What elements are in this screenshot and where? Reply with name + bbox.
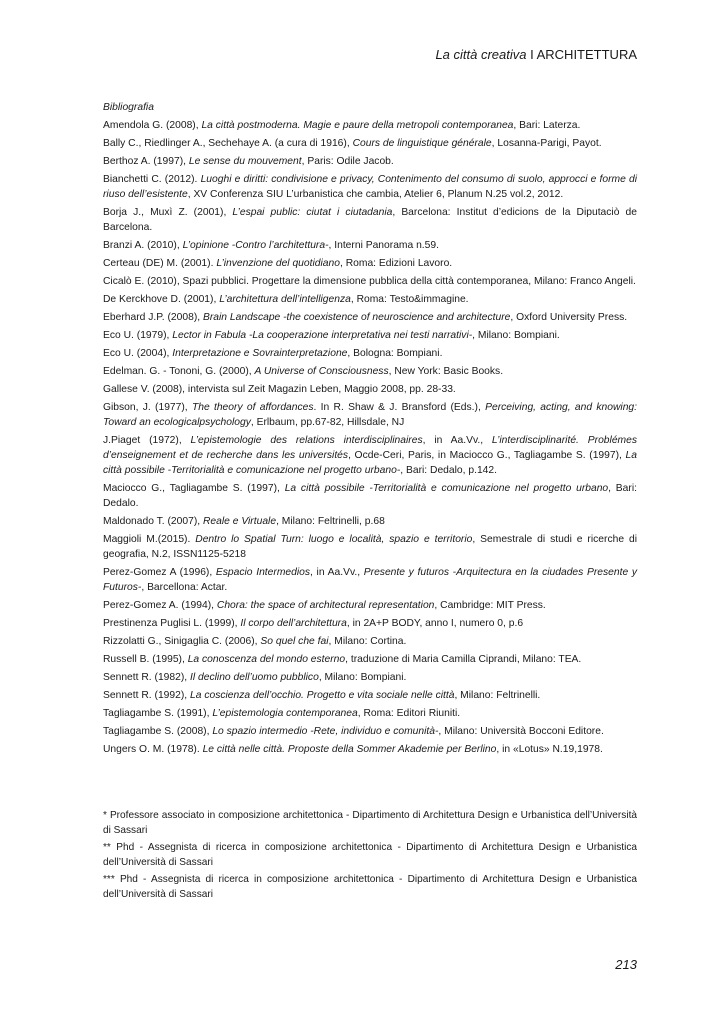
bibliography-entry (103, 532, 637, 562)
note-3: *** Phd - Assegnista di ricerca in composizione architettonica - Dipartimento di Architettura Design e Urbanistica dell’Università di Sassari (103, 874, 637, 900)
note-2: ** Phd - Assegnista di ricerca in composizione architettonica - Dipartimento di Architettura Design e Urbanistica dell’Università di Sassari (103, 842, 637, 868)
entry-text: Amendola G. (2008), (103, 120, 202, 131)
bibliography-entry (103, 652, 637, 667)
bibliography-entry (103, 670, 637, 685)
bibliography-entry (103, 400, 637, 430)
entry-text: , Interni Panorama n.59. (328, 240, 439, 251)
bibliography-entry (103, 688, 637, 703)
entry-text: Rizzolatti G., Sinigaglia C. (2006), (103, 636, 261, 647)
entry-title: The theory of affordances (191, 402, 314, 413)
bibliography-entry (103, 598, 637, 613)
entry-text: Bianchetti C. (2012). (103, 174, 201, 185)
entry-title: Interpretazione e Sovrainterpretazione (172, 348, 348, 359)
entry-text: Edelman. G. - Tononi, G. (2000), (103, 366, 255, 377)
entry-text: Sennett R. (1982), (103, 672, 191, 683)
entry-text: Maciocco G., Tagliagambe S. (1997), (103, 483, 285, 494)
bibliography-entry (103, 238, 637, 253)
bibliography-entry (103, 481, 637, 511)
entry-title: L’interdisciplinarité. Problémes d’enseignement et de recherche dans les universités (103, 435, 637, 461)
entry-title: Dentro lo Spatial Turn: luogo e località, spazio e territorio (195, 534, 473, 545)
entry-text: , in Aa.Vv., (310, 567, 364, 578)
entry-text: , Roma: Editori Riuniti. (357, 708, 461, 719)
entry-text: , Cambridge: MIT Press. (434, 600, 546, 611)
entry-title: La coscienza dell’occhio. Progetto e vita sociale nelle città (190, 690, 455, 701)
entry-title: L’invenzione del quotidiano (216, 258, 340, 269)
entry-text: , Milano: Università Bocconi Editore. (438, 726, 604, 737)
bibliography-entry (103, 514, 637, 529)
entry-text: , Bologna: Bompiani. (347, 348, 443, 359)
page-number: 213 (615, 957, 637, 972)
bibliography-entry (103, 118, 637, 133)
entry-text: Eco U. (1979), (103, 330, 173, 341)
entry-text: Branzi A. (2010), (103, 240, 183, 251)
entry-title: La città possibile -Territorialità e comunicazione nel progetto urbano- (103, 450, 638, 476)
entry-text: Perez-Gomez A (1996), (103, 567, 216, 578)
entry-text: . In R. Shaw & J. Bransford (Eds.), (313, 402, 486, 413)
entry-text: , XV Conferenza SIU L’urbanistica che cambia, Atelier 6, Planum N.25 vol.2, 2012. (187, 189, 564, 200)
bibliography-entry (103, 256, 637, 271)
bibliography-entry (103, 310, 637, 325)
entry-text: Certeau (DE) M. (2001). (103, 258, 217, 269)
bibliography-entry (103, 274, 637, 289)
bibliography-list (103, 118, 637, 757)
header-title: La città creativa (435, 47, 527, 62)
running-header (435, 47, 637, 62)
entry-text: , Milano: Feltrinelli. (454, 690, 541, 701)
bibliography-entry (103, 706, 637, 721)
entry-title: L’epistemologia contemporanea (212, 708, 358, 719)
entry-title: Il corpo dell’architettura (240, 618, 347, 629)
entry-text: , Bari: Dedalo, p.142. (400, 465, 497, 476)
entry-text: , Barcellona: Actar. (141, 582, 228, 593)
entry-text: , in Aa.Vv., (422, 435, 492, 446)
entry-title: Le città nelle città. Proposte della Sommer Akademie per Berlino (202, 744, 497, 755)
bibliography-entry (103, 292, 637, 307)
entry-text: , in «Lotus» N.19,1978. (496, 744, 603, 755)
entry-title: La città postmoderna. Magie e paure della metropoli contemporanea (201, 120, 514, 131)
bibliography-entry (103, 364, 637, 379)
entry-text: Maggioli M.(2015). (103, 534, 196, 545)
entry-title: L’architettura dell’intelligenza (219, 294, 351, 305)
entry-title: Chora: the space of architectural representation (216, 600, 435, 611)
note-1: * Professore associato in composizione architettonica - Dipartimento di Architettura Design e Urbanistica dell’Università di Sassari (103, 810, 637, 836)
entry-text: , Losanna-Parigi, Payot. (491, 138, 602, 149)
entry-text: , Milano: Bompiani. (318, 672, 407, 683)
header-section: ARCHITETTURA (536, 47, 637, 62)
bibliography-entry (103, 346, 637, 361)
entry-text: J.Piaget (1972), (103, 435, 191, 446)
entry-text: , Roma: Edizioni Lavoro. (339, 258, 453, 269)
entry-text: , Barcelona: Institut d’edicions de la Diputaciò de Barcelona. (103, 207, 637, 233)
entry-title: Il declino dell’uomo pubblico (190, 672, 319, 683)
entry-text: Gallese V. (2008), intervista sul Zeit Magazin Leben, Maggio 2008, pp. 28-33. (103, 384, 456, 395)
entry-title: Luoghi e diritti: condivisione e privacy, Contenimento del consumo di suolo, approcci e forme di riuso dell’esistente (103, 174, 637, 200)
entry-text: Berthoz A. (1997), (103, 156, 189, 167)
bibliography-entry (103, 742, 637, 757)
bibliography-entry (103, 172, 637, 202)
entry-text: De Kerckhove D. (2001), (103, 294, 220, 305)
entry-title: Presente y futuros -Arquitectura en la ciudades Presente y Futuros- (103, 567, 637, 593)
entry-title: La conoscenza del mondo esterno (187, 654, 346, 665)
entry-text: Maldonado T. (2007), (103, 516, 203, 527)
entry-text: , Erlbaum, pp.67-82, Hillsdale, NJ (250, 417, 405, 428)
entry-text: Prestinenza Puglisi L. (1999), (103, 618, 241, 629)
entry-title: So quel che fai (260, 636, 329, 647)
bibliography-entry (103, 136, 637, 151)
bibliography-title: Bibliografia (103, 102, 154, 113)
entry-text: , Milano: Bompiani. (472, 330, 560, 341)
bibliography-entry (103, 382, 637, 397)
entry-text: , Semestrale di studi e ricerche di geografia, N.2, ISSN1125-5218 (103, 534, 637, 560)
entry-text: Cicalò E. (2010), Spazi pubblici. Progettare la dimensione pubblica della città contemporanea, Milano: Franco Angeli. (103, 276, 636, 287)
entry-text: , Bari: Dedalo. (103, 483, 637, 509)
bibliography-entry (103, 433, 637, 478)
bibliography-entry (103, 616, 637, 631)
entry-text: , Bari: Laterza. (513, 120, 581, 131)
entry-title: Lector in Fabula -La cooperazione interpretativa nei testi narrativi- (172, 330, 473, 341)
entry-text: Sennett R. (1992), (103, 690, 191, 701)
entry-title: La città possibile -Territorialità e comunicazione nel progetto urbano (284, 483, 609, 494)
entry-text: Bally C., Riedlinger A., Sechehaye A. (a cura di 1916), (103, 138, 353, 149)
entry-text: Tagliagambe S. (2008), (103, 726, 213, 737)
entry-title: Le sense du mouvement (188, 156, 302, 167)
entry-title: Perceiving, acting, and knowing: Toward an ecologicalpsychology (103, 402, 638, 428)
entry-text: , in 2A+P BODY, anno I, numero 0, p.6 (346, 618, 524, 629)
entry-text: , traduzione di Maria Camilla Ciprandi, Milano: TEA. (345, 654, 582, 665)
bibliography-entry (103, 724, 637, 739)
entry-text: Tagliagambe S. (1991), (103, 708, 213, 719)
bibliography (103, 100, 637, 760)
entry-title: Reale e Virtuale (202, 516, 277, 527)
entry-text: , Milano: Feltrinelli, p.68 (276, 516, 385, 527)
entry-title: Brain Landscape -the coexistence of neuroscience and architecture (202, 312, 511, 323)
entry-text: , Ocde-Ceri, Paris, in Maciocco G., Tagliagambe S. (1997), (348, 450, 626, 461)
entry-text: , New York: Basic Books. (388, 366, 504, 377)
entry-text: Ungers O. M. (1978). (103, 744, 203, 755)
entry-text: Gibson, J. (1977), (103, 402, 192, 413)
entry-text: Russell B. (1995), (103, 654, 188, 665)
entry-text: , Oxford University Press. (510, 312, 628, 323)
entry-title: Cours de linguistique générale (352, 138, 492, 149)
author-notes (103, 808, 637, 904)
entry-title: Espacio Intermedios (215, 567, 311, 578)
entry-text: Borja J., Muxì Z. (2001), (103, 207, 233, 218)
header-separator: I (526, 47, 537, 62)
entry-text: , Paris: Odile Jacob. (301, 156, 394, 167)
entry-title: Lo spazio intermedio -Rete, individuo e comunità- (212, 726, 439, 737)
entry-text: Eco U. (2004), (103, 348, 173, 359)
bibliography-entry (103, 328, 637, 343)
bibliography-entry (103, 634, 637, 649)
bibliography-entry (103, 154, 637, 169)
bibliography-entry (103, 205, 637, 235)
entry-text: Perez-Gomez A. (1994), (103, 600, 217, 611)
entry-title: A Universe of Consciousness (254, 366, 389, 377)
entry-title: L’espai public: ciutat i ciutadania (232, 207, 393, 218)
entry-title: L’opinione -Contro l’architettura- (182, 240, 329, 251)
entry-text: , Milano: Cortina. (328, 636, 407, 647)
entry-text: Eberhard J.P. (2008), (103, 312, 203, 323)
entry-title: L’epistemologie des relations interdisciplinaires (190, 435, 423, 446)
bibliography-entry (103, 565, 637, 595)
entry-text: , Roma: Testo&immagine. (350, 294, 469, 305)
